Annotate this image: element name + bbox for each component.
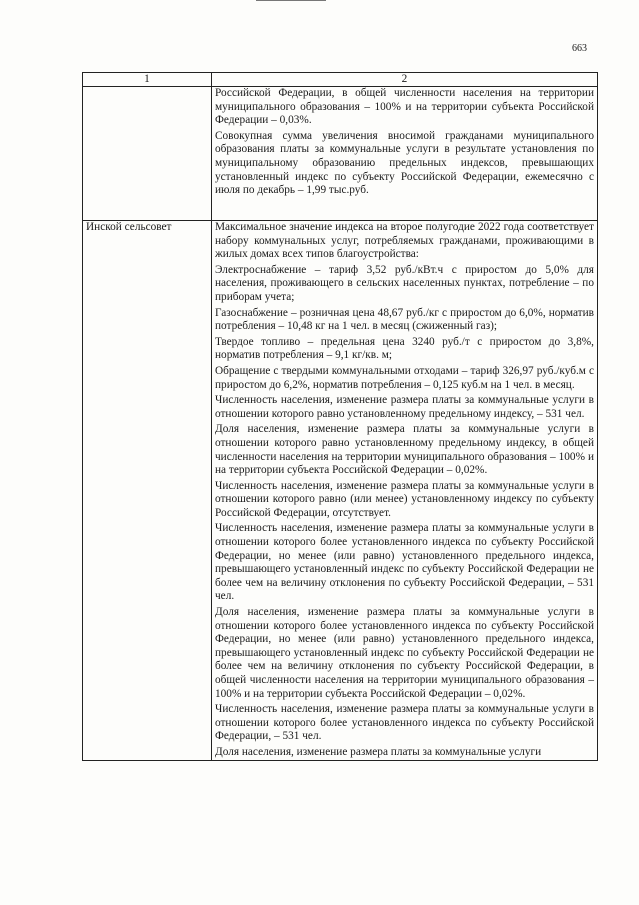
paragraph: Доля населения, изменение размера платы за коммунальные услуги в отношении которого более установленного индекса по субъекту Российской Федерации, но менее (или равно) установленного предельного индекса, превышающего установленный индекс по субъекту Российской Федерации не более чем на величину отклонения по субъекту Российской Федерации, в общей численности населения на территории муниципального образования – 100% и на территории субъекта Российской Федерации – 0,02%. bbox=[215, 606, 594, 700]
table-row bbox=[83, 87, 598, 221]
paragraph: Твердое топливо – предельная цена 3240 руб./т с приростом до 3,8%, норматив потребления – 9,1 кг/кв. м; bbox=[215, 335, 594, 362]
row-description bbox=[212, 221, 598, 761]
table-header-row bbox=[83, 73, 598, 87]
row-description bbox=[212, 87, 598, 221]
header-cell-1: 1 bbox=[83, 73, 212, 87]
paragraph: Газоснабжение – розничная цена 48,67 руб./кг с приростом до 6,0%, норматив потребления – 10,48 кг на 1 чел. в месяц (сжиженный газ); bbox=[215, 306, 594, 333]
paragraph: Численность населения, изменение размера платы за коммунальные услуги в отношении которого равно установленному предельному индексу, – 531 чел. bbox=[215, 394, 594, 420]
paragraph: Доля населения, изменение размера платы за коммунальные услуги bbox=[215, 745, 542, 758]
paragraph: Максимальное значение индекса на второе полугодие 2022 года соответствует набору коммунальных услуг, потребляемых гражданами, проживающими в жилых домах всех типов благоустройства: bbox=[215, 221, 594, 261]
paragraph: Численность населения, изменение размера платы за коммунальные услуги в отношении которого более установленного индекса по субъекту Российской Федерации, – 531 чел. bbox=[215, 703, 594, 743]
paragraph: Электроснабжение – тариф 3,52 руб./кВт.ч с приростом до 5,0% для населения, проживающего в сельских населенных пунктах, потребление – по приборам учета; bbox=[215, 263, 594, 303]
paragraph: Российской Федерации, в общей численности населения на территории муниципального образования – 100% и на территории субъекта Российской Федерации – 0,03%. bbox=[215, 87, 594, 127]
paragraph: Обращение с твердыми коммунальными отходами – тариф 326,97 руб./куб.м с приростом до 6,2%, норматив потребления – 0,125 куб.м на 1 чел. в месяц. bbox=[215, 364, 594, 391]
paragraph: Численность населения, изменение размера платы за коммунальные услуги в отношении которого более установленного индекса по субъекту Российской Федерации, но менее (или равно) установленного предельного индекса, превышающего установленный индекс по субъекту Российской Федерации не более чем на величину отклонения по субъекту Российской Федерации, – 531 чел. bbox=[215, 522, 594, 603]
paragraph: Совокупная сумма увеличения вносимой гражданами муниципального образования платы за коммунальные услуги в результате установления по муниципальному образованию предельных индексов, превышающих установленный индекс по субъекту Российской Федерации, ежемесячно с июля по декабрь – 1,99 тыс.руб. bbox=[215, 129, 594, 197]
page-number: 663 bbox=[572, 43, 587, 54]
row-municipality-name bbox=[83, 87, 212, 221]
table-row bbox=[83, 221, 598, 761]
header-cell-2: 2 bbox=[212, 73, 598, 87]
paragraph: Численность населения, изменение размера платы за коммунальные услуги в отношении которого равно (или менее) установленному индексу по субъекту Российской Федерации, отсутствует. bbox=[215, 479, 594, 519]
paragraph: Доля населения, изменение размера платы за коммунальные услуги в отношении которого равно установленному предельному индексу, в общей численности населения на территории муниципального образования – 100% и на территории субъекта Российской Федерации – 0,02%. bbox=[215, 423, 594, 477]
document-table bbox=[82, 72, 598, 761]
row-municipality-name: Инской сельсовет bbox=[83, 221, 212, 761]
scan-edge-mark bbox=[256, 0, 326, 1]
